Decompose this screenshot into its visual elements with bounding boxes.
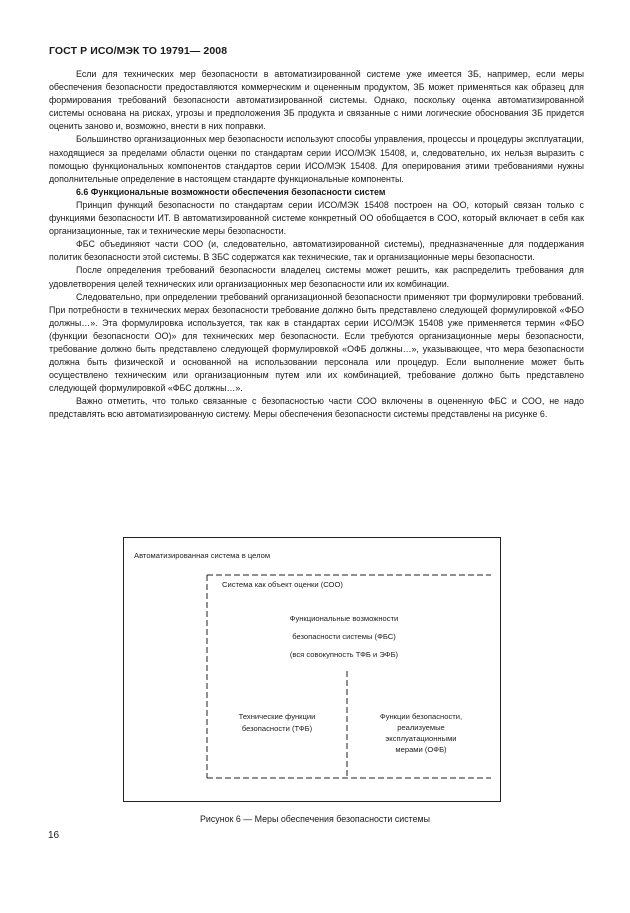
soo-label: Система как объект оценки (СОО) bbox=[222, 580, 343, 589]
section-heading: 6.6 Функциональные возможности обеспечения безопасности систем bbox=[76, 186, 386, 197]
ofb-line: реализуемые bbox=[397, 723, 445, 732]
figure-diagram bbox=[123, 537, 501, 802]
paragraph: Принцип функций безопасности по стандартам серии ИСО/МЭК 15408 построен на ОО, который связан только с функциями безопасности ИТ. В автоматизированной системе конкретный ОО обобщается в СОО, который включает в себя как организационные, так и технические меры безопасности. bbox=[49, 199, 584, 237]
paragraph: После определения требований безопасности владелец системы может решить, как распределить требования для удовлетворения целей технических или организационных мер безопасности или их комбинации. bbox=[49, 265, 584, 289]
ofb-line: Функции безопасности, bbox=[379, 712, 463, 721]
fbs-line: безопасности системы (ФБС) bbox=[292, 632, 396, 641]
figure-caption: Рисунок 6 — Меры обеспечения безопасности системы bbox=[199, 814, 431, 824]
document-header: ГОСТ Р ИСО/МЭК ТО 19791— 2008 bbox=[49, 45, 228, 57]
tfb-block bbox=[212, 711, 342, 735]
tfb-line: безопасности (ТФБ) bbox=[241, 724, 313, 733]
paragraph: Следовательно, при определении требований организационной безопасности применяют три формулировки требований. При потребности в технических мерах безопасности требование должно быть представлено следующей формулировкой «ФБО должны…». Эта формулировка используется, так как в стандартах серии ИСО/МЭК 15408 уже применяется термин «ФБО (функции безопасности ОО)» для технических мер безопасности. Если требуются организационные меры безопасности, требование должно быть представлено следующей формулировкой «ОФБ должны…», указывающее, что мера безопасности должна быть физической и основанной на использовании персонала или процедур. Если выполнение может быть осуществлено техническим или организационным путем или их комбинацией, требование должно быть представлено следующей формулировкой «ФБС должны…». bbox=[49, 291, 584, 394]
ofb-line: эксплуатационными bbox=[385, 734, 457, 743]
figure-lines bbox=[124, 538, 500, 801]
fbs-line: (вся совокупность ТФБ и ЭФБ) bbox=[289, 650, 399, 659]
ofb-block bbox=[356, 711, 486, 755]
tfb-line: Технические функции bbox=[238, 712, 316, 721]
fbs-block bbox=[244, 613, 444, 661]
ofb-line: мерами (ОФБ) bbox=[395, 745, 447, 754]
main-text bbox=[49, 68, 584, 422]
paragraph: ФБС объединяют части СОО (и, следовательно, автоматизированной системы), предназначенные для поддержания политик безопасности этой системы. В ЗБС содержатся как технические, так и организационные меры безопасности. bbox=[49, 239, 584, 263]
paragraph: Если для технических мер безопасности в автоматизированной системе уже имеется ЗБ, например, если меры обеспечения безопасности предоставляются коммерческим и оцененным продуктом, ЗБ может применяться как образец для формирования требований безопасности автоматизированной системы. Однако, поскольку оценка автоматизированной системы основана на рисках, угрозы и предположения ЗБ продукта и связанные с ними логические обоснования ЗБ придется оценить заново и, возможно, внести в них поправки. bbox=[49, 69, 584, 132]
page-number: 16 bbox=[48, 830, 60, 841]
paragraph: Большинство организационных мер безопасности используют способы управления, процессы и процедуры эксплуатации, находящиеся за пределами области оценки по стандартам серии ИСО/МЭК 15408, и, следовательно, их нельзя выразить с помощью функциональных компонентов стандартов серии ИСО/МЭК 15408. Для оперирования этими требованиями нужны дополнительные определение в настоящем стандарте функциональные компоненты. bbox=[49, 134, 584, 184]
paragraph: Важно отметить, что только связанные с безопасностью части СОО включены в оцененную ФБС и СОО, не надо представлять всю автоматизированную систему. Меры обеспечения безопасности системы представлены на рисунке 6. bbox=[49, 396, 584, 420]
fbs-line: Функциональные возможности bbox=[289, 614, 399, 623]
outer-system-label: Автоматизированная система в целом bbox=[134, 551, 271, 560]
